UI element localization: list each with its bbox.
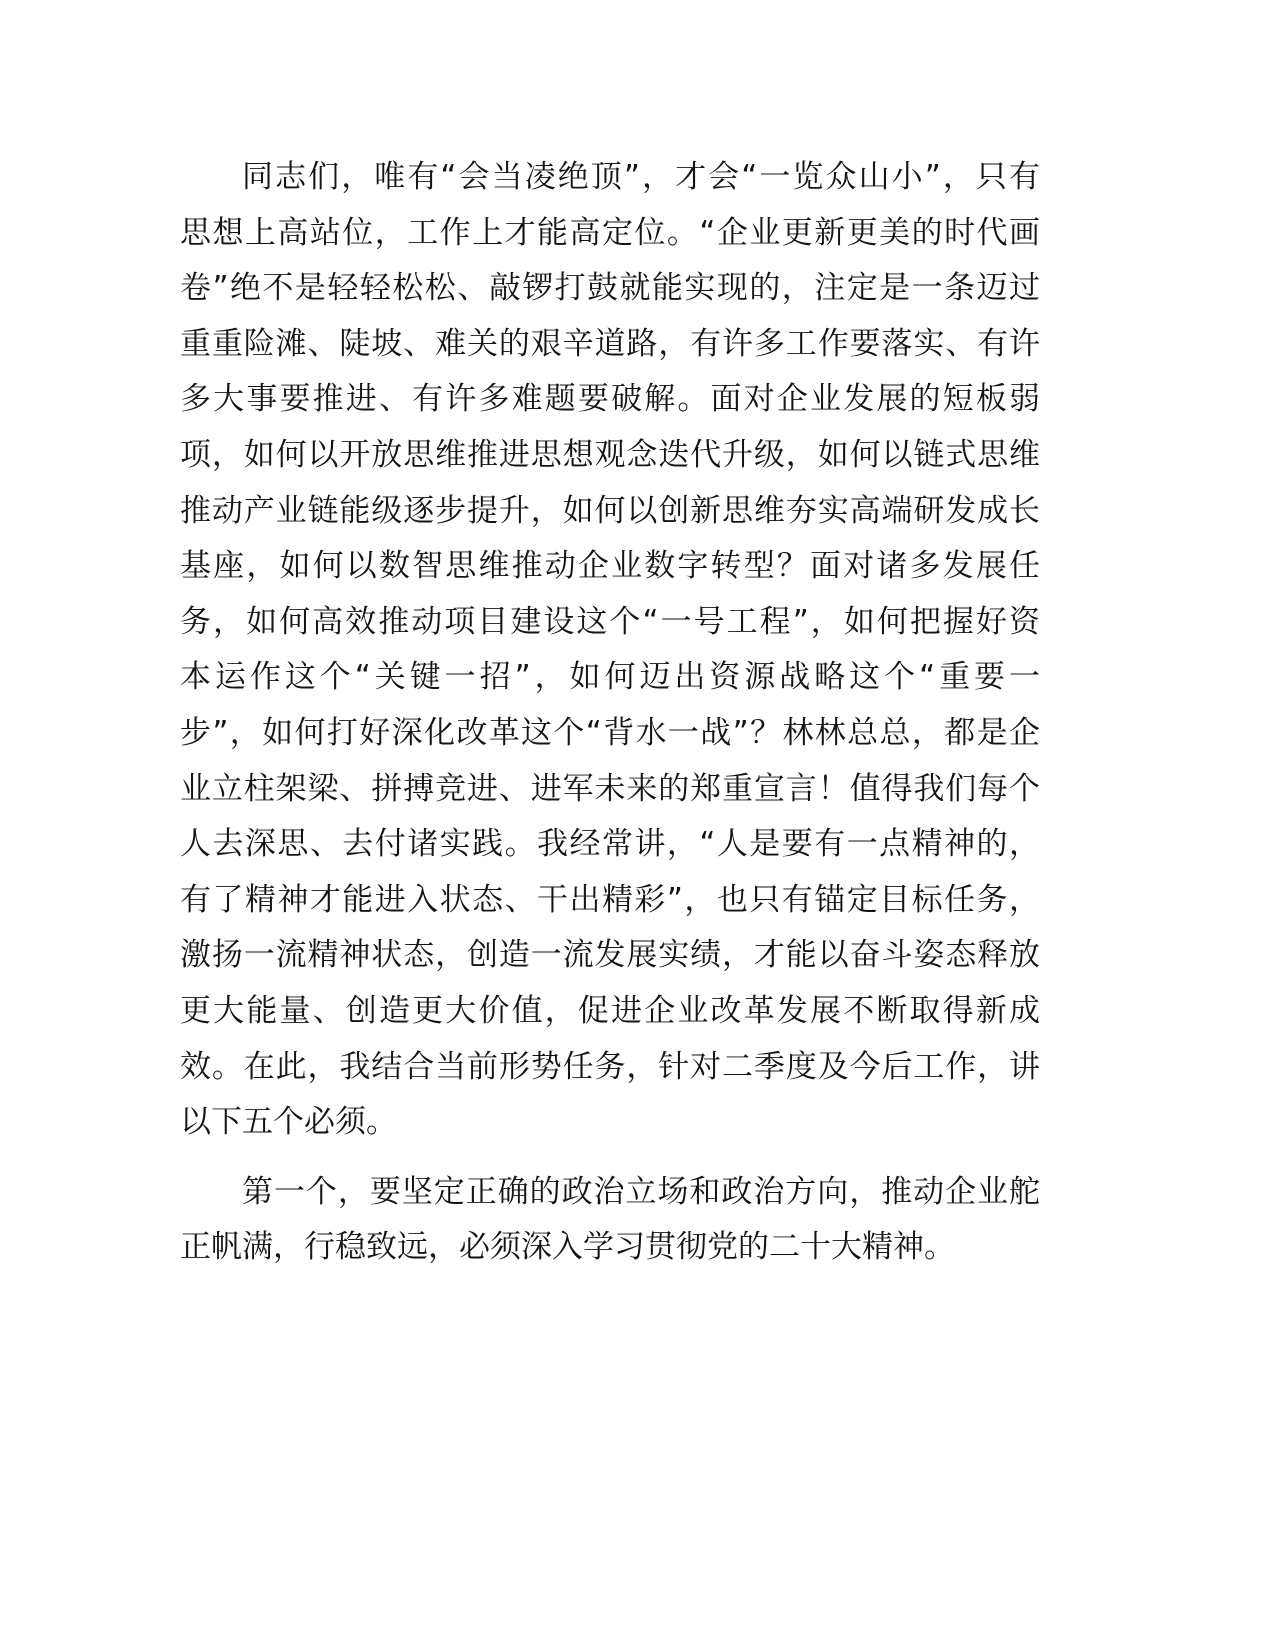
paragraph-2 (180, 1165, 1040, 1276)
paragraph-line: 步”，如何打好深化改革这个“背水一战”？林林总总，都是企 (180, 714, 1040, 751)
paragraph-line: 同志们，唯有“会当凌绝顶”，才会“一览众山小”，只有 (242, 159, 1040, 195)
paragraph-line: 推动产业链能级逐步提升，如何以创新思维夯实高端研发成长 (180, 492, 1040, 529)
paragraph-line: 第一个，要坚定正确的政治立场和政治方向，推动企业舵 (242, 1173, 1040, 1210)
paragraph-line: 更大能量、创造更大价值，促进企业改革发展不断取得新成 (180, 992, 1040, 1029)
paragraph-line: 卷”绝不是轻轻松松、敲锣打鼓就能实现的，注定是一条迈过 (180, 270, 1040, 307)
paragraph-line: 以下五个必须。 (180, 1104, 397, 1141)
document-body (180, 150, 1040, 1276)
paragraph-line: 效。在此，我结合当前形势任务，针对二季度及今后工作，讲 (180, 1048, 1040, 1085)
paragraph-line: 多大事要推进、有许多难题要破解。面对企业发展的短板弱 (180, 381, 1040, 418)
paragraph-line: 激扬一流精神状态，创造一流发展实绩，才能以奋斗姿态释放 (180, 937, 1040, 974)
paragraph-1 (180, 150, 1040, 1151)
paragraph-line: 有了精神才能进入状态、干出精彩”，也只有锚定目标任务， (180, 881, 1040, 918)
paragraph-spacer (180, 1151, 1040, 1165)
paragraph-line: 思想上高站位，工作上才能高定位。“企业更新更美的时代画 (180, 214, 1040, 251)
paragraph-line: 基座，如何以数智思维推动企业数字转型？面对诸多发展任 (180, 548, 1040, 585)
paragraph-line: 本运作这个“关键一招”，如何迈出资源战略这个“重要一 (180, 659, 1040, 696)
paragraph-line: 业立柱架梁、拼搏竞进、进军未来的郑重宣言！值得我们每个 (180, 770, 1040, 807)
paragraph-line: 正帆满，行稳致远，必须深入学习贯彻党的二十大精神。 (180, 1229, 955, 1266)
paragraph-line: 务，如何高效推动项目建设这个“一号工程”，如何把握好资 (180, 603, 1040, 640)
paragraph-line: 重重险滩、陡坡、难关的艰辛道路，有许多工作要落实、有许 (180, 325, 1040, 362)
paragraph-line: 人去深思、去付诸实践。我经常讲，“人是要有一点精神的， (180, 826, 1040, 863)
paragraph-line: 项，如何以开放思维推进思想观念迭代升级，如何以链式思维 (180, 436, 1040, 473)
